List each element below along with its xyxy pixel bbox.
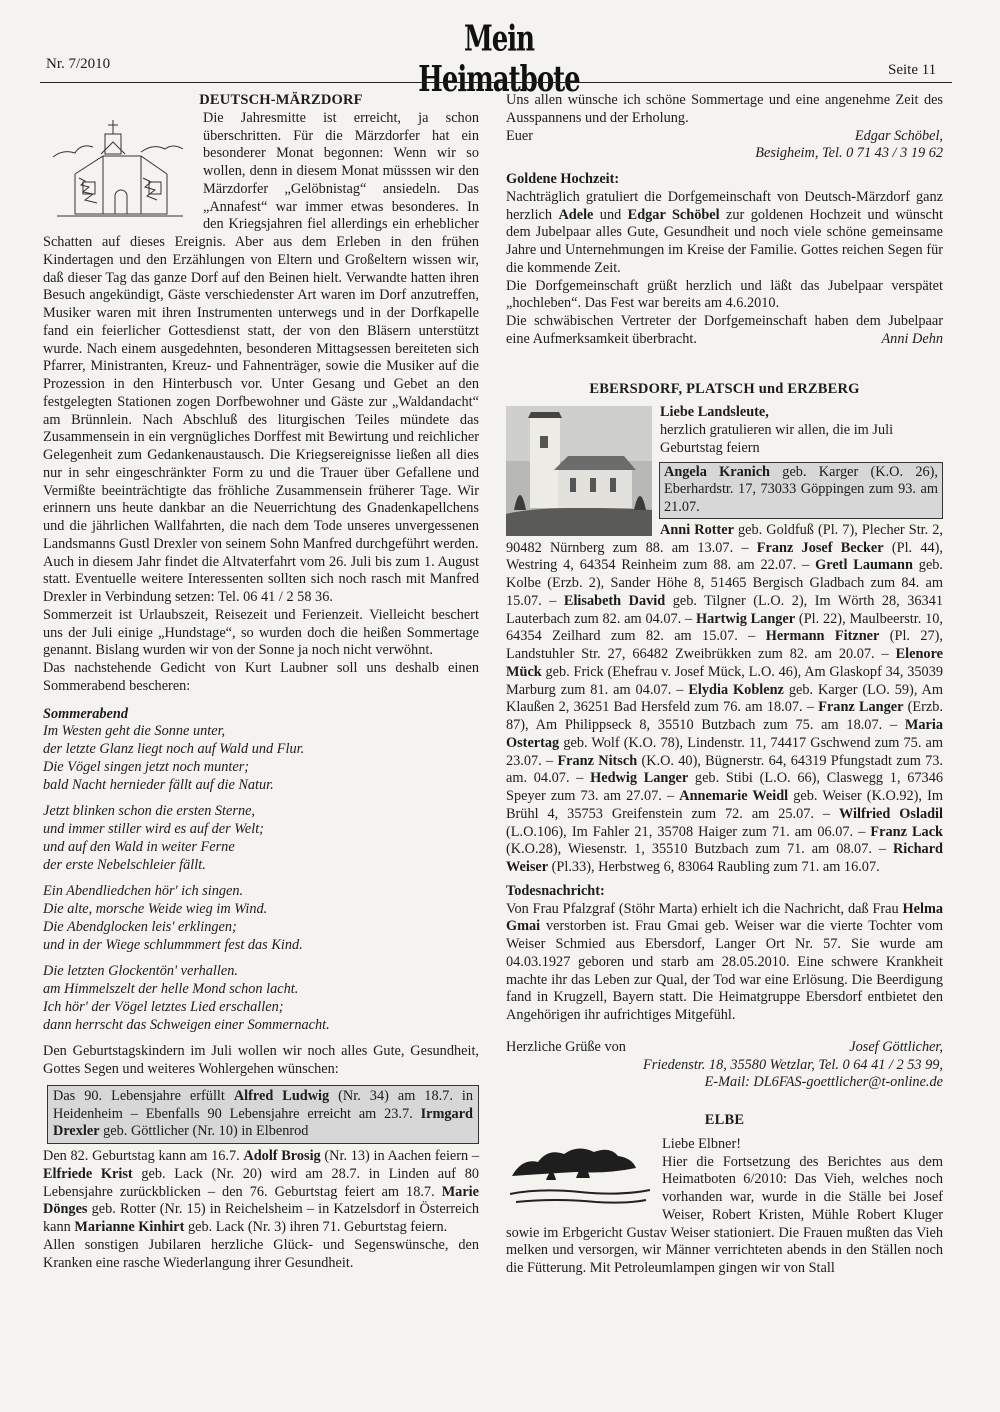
jubilar-name: Elisabeth David xyxy=(563,592,666,609)
poem-line: Im Westen geht die Sonne unter, xyxy=(43,723,226,740)
poem-line: Die alte, morsche Weide wieg im Wind. xyxy=(43,901,268,917)
poem-line: dann herrscht das Schweigen einer Sommernacht. xyxy=(43,1016,330,1033)
jubilar-name: Alfred Ludwig xyxy=(233,1087,330,1104)
poem-title: Sommerabend xyxy=(43,705,128,722)
sommerzeit-paragraph: Sommerzeit ist Urlaubszeit, Reisezeit und Ferienzeit. Vielleicht beschert uns der Juli einige „Hundstage“, so wurden doch die heißen Sommertage genannt. Bislang wurden wir von der Sonne ja noch nicht verwöhnt. xyxy=(43,606,479,659)
jubilar-name: Elydia Koblenz xyxy=(688,681,784,698)
sender-address: Friedenstr. 18, 35580 Wetzlar, Tel. 0 64 41 / 2 53 99, xyxy=(643,1056,943,1073)
golden-wedding-paragraph-2: Die Dorfgemeinschaft grüßt herzlich und läßt das Jubelpaar verspätet „hochleben“. Das Fest war bereits am 4.6.2010. xyxy=(506,277,943,312)
chapel-sketch-image xyxy=(43,112,195,224)
poem-line: und in der Wiege schlummmert fest das Kind. xyxy=(43,936,303,953)
jubilar-name: Franz Langer xyxy=(818,699,904,716)
jubilar-name: Annemarie Weidl xyxy=(679,788,789,804)
page-number: Seite 11 xyxy=(888,62,937,78)
signature-address: Besigheim, Tel. 0 71 43 / 3 19 62 xyxy=(755,145,943,162)
greeting-elbner: Liebe Elbner! xyxy=(662,1135,741,1152)
deceased-name: Helma Gmai xyxy=(506,900,943,935)
birthday-list-paragraph: Den 82. Geburtstag kann am 16.7. Adolf Brosig (Nr. 13) in Aachen feiern – Elfriede Krist geb. Lack (Nr. 20) wird am 28.7. in Linden auf 80 Lebensjahre zurückblicken – den 76. Geburtstag feiert am 18.7. Marie Dönges geb. Rotter (Nr. 15) in Reichelsheim – in Katzelsdorf in Österreich kann Marianne Kinhirt geb. Lack (Nr. 3) ihren 71. Geburtstag feiern. xyxy=(43,1148,480,1235)
poem-line: und immer stiller wird es auf der Welt; xyxy=(43,821,264,837)
ebersdorf-highlight-box: Angela Kranich geb. Karger (K.O. 26), Eberhardstr. 17, 73033 Göppingen zum 93. am 21.07. xyxy=(659,462,943,519)
golden-wedding-heading: Goldene Hochzeit: xyxy=(506,171,620,187)
jubilar-name: Franz Josef Becker xyxy=(756,539,884,556)
greeting-landsleute: Liebe Landsleute, xyxy=(660,404,769,421)
birthday-intro-paragraph: Den Geburtstagskindern im Juli wollen wir noch alles Gute, Gesundheit, Gottes Segen und weiteres Wohlergehen wünschen: xyxy=(43,1043,479,1077)
poem-stanza xyxy=(43,803,479,874)
jubilar-name: Franz Lack xyxy=(870,823,943,840)
jubilar-name: Irmgard Drexler xyxy=(53,1105,473,1140)
header-rule xyxy=(40,82,952,83)
golden-wedding-paragraph: Nachträglich gratuliert die Dorfgemeinschaft von Deutsch-Märzdorf ganz herzlich Adele und Edgar Schöbel zur goldenen Hochzeit und wünscht dem Jubelpaar alles Gute, Gesundheit und noch viele schöne gemeinsame Jahre und Unternehmungen im Kreise der Familie. Gottes reichen Segen für die kommende Zeit. xyxy=(506,188,944,276)
jubilar-name: Hedwig Langer xyxy=(590,770,689,787)
jubilar-name: Adolf Brosig xyxy=(243,1148,321,1164)
right-column xyxy=(506,92,943,1278)
poem-stanza xyxy=(43,883,479,954)
couple-name: Adele xyxy=(558,206,594,223)
left-column xyxy=(43,92,479,1272)
jubilar-name: Elfriede Krist xyxy=(43,1165,133,1182)
jubilar-name: Wilfried Osladil xyxy=(839,805,943,822)
couple-name: Edgar Schöbel xyxy=(627,206,720,223)
poem-line: bald Nacht hernieder fällt auf die Natur. xyxy=(43,776,274,793)
signature-name: Edgar Schöbel, xyxy=(854,127,943,144)
masthead-logo: Mein Heimatbote xyxy=(418,19,580,101)
poem-line: der letzte Glanz liegt noch auf Wald und Flur. xyxy=(43,741,305,757)
altvaterfahrt-paragraph: Auch in diesem Jahr findet die Altvaterfahrt vom 26. Juli bis zum 1. August statt. Eventuelle weitere Interessenten sollten sich noch rasch mit Manfred Drexler in Verbindung setzen: Tel. 06 41 / 2 58 36. xyxy=(43,553,479,605)
jubilar-name: Angela Kranich xyxy=(664,463,771,480)
greeting-text: Herzliche Grüße von xyxy=(506,1038,626,1055)
poem-stanza xyxy=(43,963,479,1034)
poem-line: Die Vögel singen jetzt noch munter; xyxy=(43,758,250,775)
church-photo-image xyxy=(506,406,652,536)
wishes-paragraph: Uns allen wünsche ich schöne Sommertage und eine angenehme Zeit des Ausspannens und der Erholung. xyxy=(506,92,943,126)
elbe-report-paragraph: Hier die Fortsetzung des Berichtes aus dem Heimatboten 6/2010: Das Vieh, welches noch vorhanden war, wurde in die Ställe bei Josef Weiser, Robert Kristen, Mühle Robert Kluger sowie im Erbgericht Gustav Weiser stationiert. Die Frauen mußten das Vieh melken und versorgen, wir Männer verrichteten abends in den Ställen noch die Fütterung. Mit Petroleumlampen gingen wir von Stall xyxy=(506,1153,943,1276)
jubilar-name: Marie Dönges xyxy=(43,1183,479,1218)
jubilar-name: Marianne Kinhirt xyxy=(74,1219,185,1235)
jubilar-name: Franz Nitsch xyxy=(557,752,638,769)
death-notice-paragraph: Von Frau Pfalzgraf (Stöhr Marta) erhielt ich die Nachricht, daß Frau Helma Gmai verstorben ist. Frau Gmai geb. Weiser war die vierte Tochter vom Weiser Schmied aus Ebersdorf, Langer Ort Nr. 57. Sie wurde am 04.03.1927 geboren und starb am 28.05.2010. Eine schwere Krankheit machte ihr das Leben zur Qual, der Tod war eine Erlösung. Die Beerdigung fand in Krugzell, Bayern statt. Die Heimatgruppe Ebersdorf entbietet den Angehörigen ihr aufrichtiges Mitgefühl. xyxy=(506,900,943,1023)
poem-line: am Himmelszelt der helle Mond schon lacht. xyxy=(43,981,299,997)
poem-line: der erste Nebelschleier fällt. xyxy=(43,856,206,873)
issue-number: Nr. 7/2010 xyxy=(46,56,111,72)
closing-greeting-block xyxy=(506,1039,943,1057)
poem-line: Die Abendglocken leis' erklingen; xyxy=(43,918,237,935)
poem-line: und auf den Wald in weiter Ferne xyxy=(43,838,235,855)
section-title-elbe: ELBE xyxy=(704,1112,745,1128)
jubilar-name: Hartwig Langer xyxy=(696,610,796,627)
poem-line: Ein Abendliedchen hör' ich singen. xyxy=(43,883,244,900)
poem-line: Die letzten Glockentön' verhallen. xyxy=(43,963,238,980)
death-notice-heading: Todesnachricht: xyxy=(506,882,605,899)
jubilar-name: Maria Ostertag xyxy=(506,717,943,751)
signature-block xyxy=(506,128,943,146)
elbe-landscape-image xyxy=(506,1136,654,1210)
sender-email: E-Mail: DL6FAS-goettlicher@t-online.de xyxy=(704,1074,943,1091)
section-title-deutsch-maerzdorf: DEUTSCH-MÄRZDORF xyxy=(199,92,363,108)
birthday-highlight-box: Das 90. Lebensjahre erfüllt Alfred Ludwig (Nr. 34) am 18.7. in Heidenheim – Ebenfalls 90 Lebensjahre erreicht am 23.7. Irmgard Drexler geb. Göttlicher (Nr. 10) in Elbenrod xyxy=(47,1085,479,1144)
sender-name: Josef Göttlicher, xyxy=(849,1038,943,1055)
jubilar-name: Elenore Mück xyxy=(506,646,943,680)
jubilar-name: Hermann Fitzner xyxy=(765,628,880,645)
jubilar-name: Gretl Laumann xyxy=(815,557,913,574)
jubilar-name: Anni Rotter xyxy=(660,521,734,538)
poem-line: Jetzt blinken schon die ersten Sterne, xyxy=(43,803,256,820)
section-title-ebersdorf: EBERSDORF, PLATSCH und ERZBERG xyxy=(589,380,860,397)
closing-paragraph: Allen sonstigen Jubilaren herzliche Glück- und Segenswünsche, den Kranken eine rasche Wiederlangung ihrer Gesundheit. xyxy=(43,1236,479,1271)
author-signature: Anni Dehn xyxy=(881,330,943,347)
ebersdorf-intro: herzlich gratulieren wir allen, die im Juli Geburtstag feiern xyxy=(660,422,894,456)
poem-line: Ich hör' der Vögel letztes Lied erschallen; xyxy=(43,998,284,1015)
euer-text: Euer xyxy=(506,127,533,144)
ebersdorf-birthday-list: Anni Rotter geb. Goldfuß (Pl. 7), Plecher Str. 2, 90482 Nürnberg zum 88. am 13.07. – Franz Josef Becker (Pl. 44), Westring 4, 64354 Reinheim zum 88. am 22.07. – Gretl Laumann geb. Kolbe (Erzb. 2), Sander Höhe 8, 51465 Bergisch Gladbach zum 84. am 15.07. – Elisabeth David geb. Tilgner (L.O. 2), Im Wörth 28, 36341 Lauterbach zum 82. am 04.07. – Hartwig Langer (Pl. 22), Maulbeerstr. 10, 64354 Zeilhard zum 82. am 15.07. – Hermann Fitzner (Pl. 27), Landstuhler Str. 27, 66482 Zweibrükken zum 82. am 20.07. – Elenore Mück geb. Frick (Ehefrau v. Josef Mück, L.O. 46), Am Glaskopf 34, 35039 Marburg zum 81. am 04.07. – Elydia Koblenz geb. Karger (LO. 59), Am Klaußen 2, 36251 Bad Hersfeld zum 76. am 18.07. – Franz Langer (Erzb. 87), Am Philippseck 8, 35510 Butzbach zum 75. am 18.07. – Maria Ostertag geb. Wolf (K.O. 78), Lindenstr. 11, 74417 Gschwend zum 75. am 23.07. – Franz Nitsch (K.O. 40), Bügnerstr. 64, 64319 Pfungstadt zum 73. am. 04.07. – Hedwig Langer geb. Stibi (L.O. 66), Claswegg 1, 67346 Speyer zum 73. am 27.07. – Annemarie Weidl geb. Weiser (K.O.92), Im Brühl 4, 35753 Greifenstein zum 72. am 25.07. – Wilfried Osladil (L.O.106), Im Fahler 21, 35708 Haiger zum 71. am 06.07. – Franz Lack (K.O.28), Wiesenstr. 1, 35510 Butzbach zum 71. am 08.07. – Richard Weiser (Pl.33), Herbstweg 6, 83064 Raubling zum 71. am 16.07. xyxy=(506,521,944,875)
poem-intro-paragraph: Das nachstehende Gedicht von Kurt Laubner soll uns deshalb einen Sommerabend bescheren: xyxy=(43,660,479,694)
poem-stanza xyxy=(43,723,479,794)
golden-wedding-paragraph-3: Die schwäbischen Vertreter der Dorfgemeinschaft haben dem Jubelpaar eine Aufmerksamkeit überbracht. Anni Dehn xyxy=(506,313,943,347)
jubilar-name: Richard Weiser xyxy=(506,841,943,875)
intro-paragraph: Die Jahresmitte ist erreicht, ja schon überschritten. Für die Märzdorfer hat ein besonderer Monat begonnen: Wenn wir so wollen, denn in diesem Monat müsssen wir den Märzdorfer „Gelöbnistag“ ansiedeln. Das „Annafest“ war immer etwas besonderes. In den Kriegsjahren fiel allerdings ein erheblicher Schatten auf dieses Ereignis. Aber aus dem Erleben in den frühen Kindertagen und den Erzählungen von Eltern und Großeltern wissen wir, daß dieser Tag das ganze Dorf auf den Beinen hielt. Verwandte hatten ihren Besuch angekündigt, Gäste verschiedenster Art waren im Dorf anzutreffen, Musiker waren mit ihren Instrumenten unterwegs und in der Dorfkapelle fand ein feierlicher Gottesdienst statt, der von den Bläsern unterstützt wurde. Nach einem ausgedehnten, besonderen Mittagsessen bereiteten sich Pfarrer, Ministranten, Kreuz- und Fahnenträger, sowie die Musiker auf die Prozession in den Hinterbusch vor. Unter Gesang und Gebet an den festgelegten Stationen zogen Dorfbewohner und Gäste zur „Waldandacht“ am Brünnlein. Nach Abschluß des liturgischen Teiles mündete das Zusammensein in ein vergnügliches Dorffest mit Bewirtung und reichlicher Gelegenheit zum Gedankenaustausch. Die Kriegsereignisse ließen all dies nur in sehr eingeschränkter Form zu und die Trauer über Gefallene und Vermißte beeinträchtigte das fröhliche Zusammensein früherer Tage. Wir erinnern uns heute dankbar an die Neuerrichtung des Gnadenkapellchens und die jährlichen Wallfahrten, die nach dem Tode unseres unvergessenen Landsmanns Gustl Drexler von seinem Sohn Manfred durchgeführt werden. xyxy=(43,109,479,552)
